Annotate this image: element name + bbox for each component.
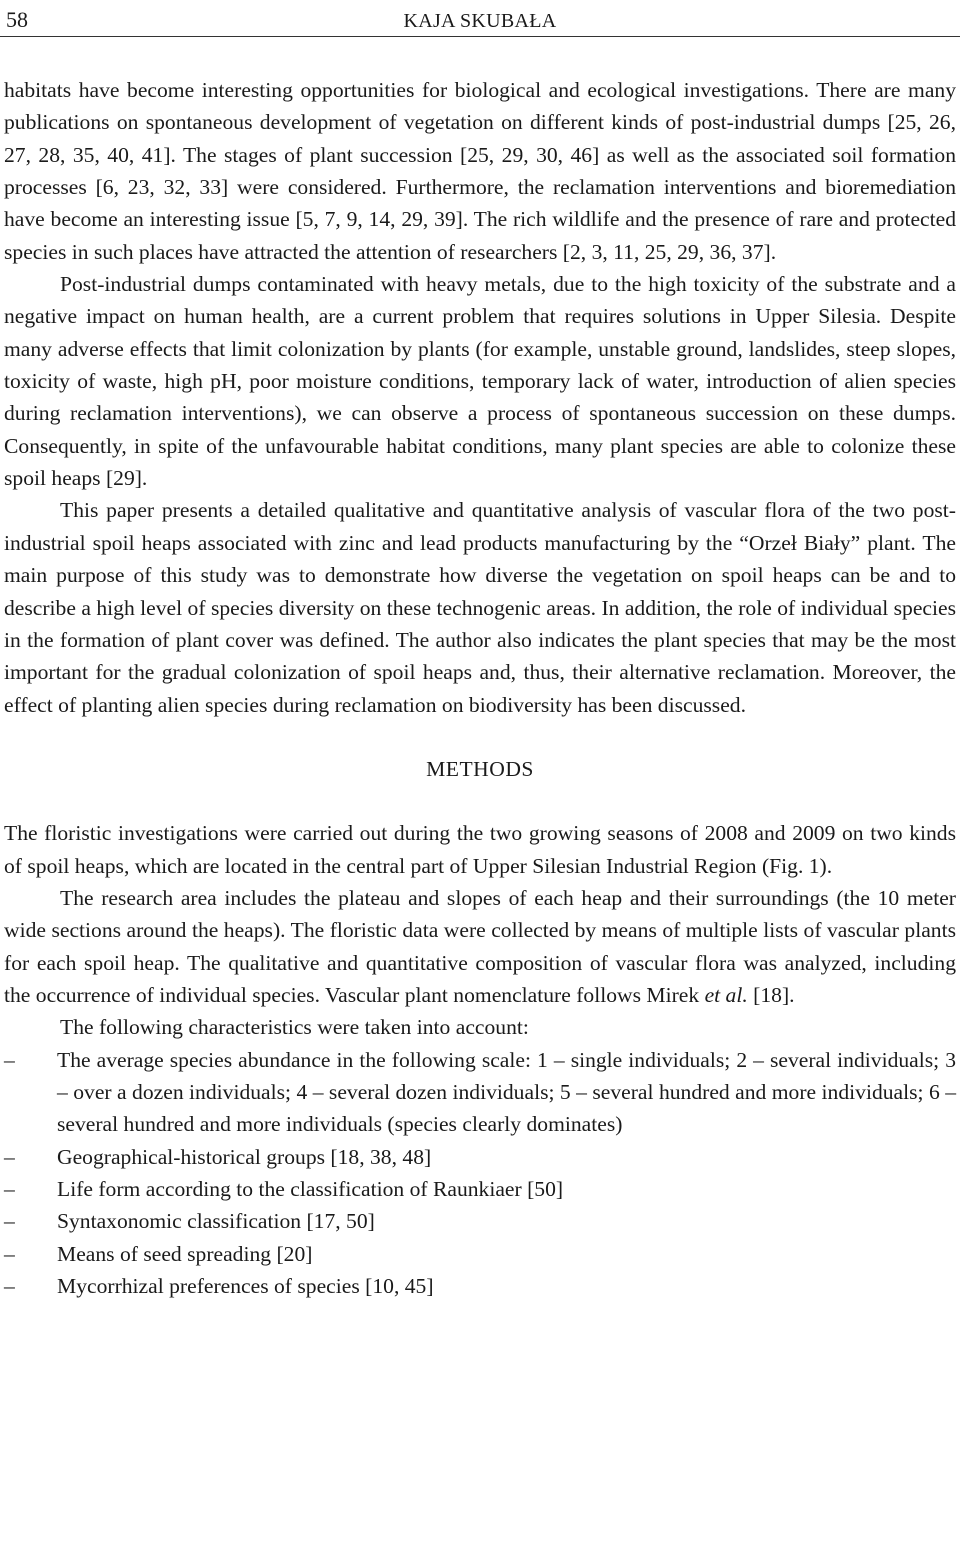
intro-paragraph-2: Post-industrial dumps contaminated with heavy metals, due to the high toxicity of the substrate and a negative impact on human health, are a current problem that requires solutions in Upper Silesia. Despite many adverse effects that limit colonization by plants (for example, unstable ground, landslides, steep slopes, toxicity of waste, high pH, poor moisture conditions, temporary lack of water, introduction of alien species during reclamation interventions), we can observe a process of spontaneous succession on these dumps. Consequently, in spite of the unfavourable habitat conditions, many plant species are able to colonize these spoil heaps [29]. [4,272,956,491]
list-item [4,1141,956,1173]
intro-paragraph-1: habitats have become interesting opportunities for biological and ecological investigations. There are many publications on spontaneous development of vegetation on different kinds of post-industrial dumps [25, 26, 27, 28, 35, 40, 41]. The stages of plant succession [25, 29, 30, 46] as well as the associated soil formation processes [6, 23, 32, 33] were considered. Furthermore, the reclamation interventions and bioremediation have become an interesting issue [5, 7, 9, 14, 29, 39]. The rich wildlife and the presence of rare and protected species in such places have attracted the attention of researchers [2, 3, 11, 25, 29, 36, 37]. [4,78,956,264]
intro-paragraph-3: This paper presents a detailed qualitative and quantitative analysis of vascular flora of the two post-industrial spoil heaps associated with zinc and lead products manufacturing by the “Orzeł Biały” plant. The main purpose of this study was to demonstrate how diverse the vegetation on spoil heaps can be and to describe a high level of species diversity on these technogenic areas. In addition, the role of individual species in the formation of plant cover was defined. The author also indicates the plant species that may be the most important for the gradual colonization of spoil heaps and, thus, their alternative reclamation. Moreover, the effect of planting alien species during reclamation on biodiversity has been discussed. [4,498,956,717]
list-item-text: Mycorrhizal preferences of species [10, 45] [57,1274,434,1299]
list-item-text: Means of seed spreading [20] [57,1241,313,1266]
list-dash: – [4,1177,15,1201]
list-item [4,1205,956,1237]
list-dash: – [4,1144,15,1169]
body-text [4,74,956,1302]
running-title: KAJA SKUBAŁA [403,10,557,32]
list-item [4,1173,956,1205]
list-item-text: Life form according to the classification of Raunkiaer [50] [57,1177,564,1201]
list-item-text: Syntaxonomic classification [17, 50] [57,1209,375,1234]
list-item [4,1044,956,1141]
list-item-text: The average species abundance in the following scale: 1 – single individuals; 2 – several individuals; 3 – over a dozen individuals; 4 – several dozen individuals; 5 – several hundred and more individuals; 6 – several hundred and more individuals (species clearly dominates) [57,1047,956,1137]
list-item [4,1270,956,1302]
list-item-text: Geographical-historical groups [18, 38, 48] [57,1144,432,1169]
running-head [0,0,960,37]
methods-paragraph-2-text: The research area includes the plateau and slopes of each heap and their surroundings (the 10 meter wide sections around the heaps). The floristic data were collected by means of multiple lists of vascular plants for each spoil heap. The qualitative and quantitative composition of vascular flora was analyzed, including the occurrence of individual species. Vascular plant nomenclature follows Mirek [4,885,956,1007]
list-dash: – [4,1209,15,1234]
page-number: 58 [6,7,28,32]
characteristics-list [4,1044,956,1303]
list-dash: – [4,1274,15,1299]
methods-paragraph-2-end: [18]. [747,982,795,1007]
methods-paragraph-2 [4,882,956,1011]
methods-paragraph-3: The following characteristics were taken into account: [60,1015,529,1040]
methods-heading: METHODS [426,756,534,781]
citation-et-al: et al. [704,982,748,1007]
list-item [4,1238,956,1270]
list-dash: – [4,1241,15,1266]
methods-paragraph-1: The floristic investigations were carried out during the two growing seasons of 2008 and 2009 on two kinds of spoil heaps, which are located in the central part of Upper Silesian Industrial Region (Fig. 1). [4,821,956,878]
list-dash: – [4,1047,15,1072]
